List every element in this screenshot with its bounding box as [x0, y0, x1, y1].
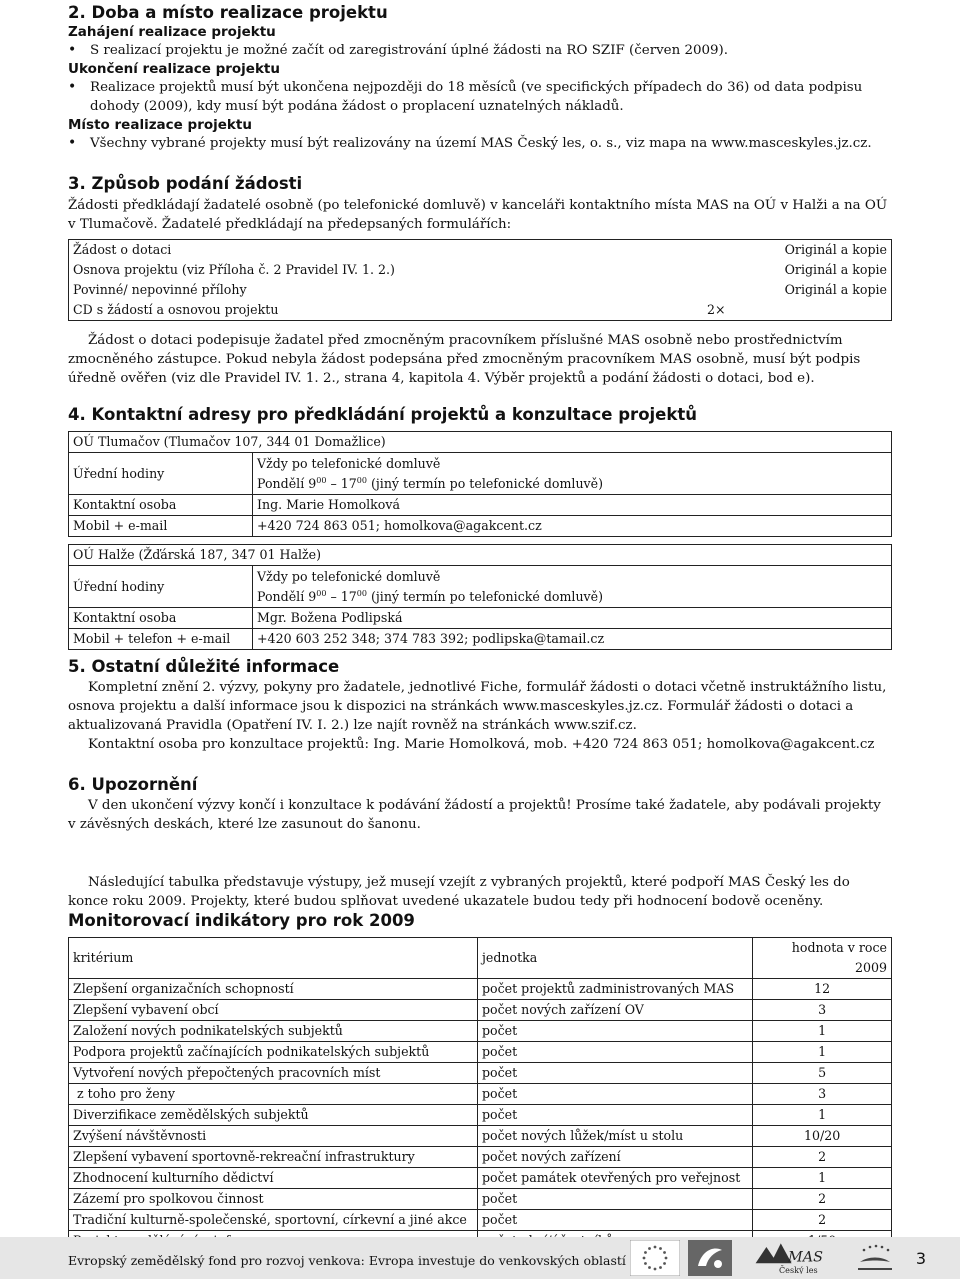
unit-cell: počet: [477, 1105, 752, 1126]
hours-label: Úřední hodiny: [69, 566, 253, 608]
unit-cell: počet: [477, 1210, 752, 1231]
form-cell: Originál a kopie: [784, 242, 887, 257]
contact-label: Kontaktní osoba: [69, 608, 253, 629]
table-row: [69, 516, 892, 537]
criterion-cell: Tradiční kulturně-společenské, sportovní, církevní a jiné akce: [69, 1210, 478, 1231]
indicators-table: [68, 937, 892, 1252]
table-row: [69, 979, 892, 1000]
mas-logo-subtext: Český les: [779, 1265, 818, 1274]
section-3-intro: Žádosti předkládají žadatelé osobně (po telefonické domluvě) v kanceláři kontaktního místa MAS na OÚ v Halži a na OÚ v Tlumačově. Žadatelé předkládají na předepsaných formulářích:: [68, 198, 888, 232]
list-item: • Realizace projektů musí být ukončena nejpozději do 18 měsíců (ve specifických případech do 36) od data podpisu dohody (2009), kdy musí být podána žádost o proplacení uznatelných nákladů.: [68, 78, 892, 116]
eu-star-icon: [648, 1266, 651, 1269]
hours-superscript: 00: [316, 476, 327, 485]
form-cell: Originál a kopie: [784, 262, 887, 277]
office-name: OÚ Halže (Žďárská 187, 347 01 Halže): [69, 545, 892, 566]
table-row: [69, 1021, 892, 1042]
section-6-paragraph: V den ukončení výzvy končí i konzultace k podávání žádostí a projektů! Prosíme také žadatele, aby podávali projekty v závěsných deskách, které lze zasunout do šanonu.: [68, 798, 881, 832]
hours-text: Pondělí 9: [257, 476, 317, 492]
criterion-cell: Podpora projektů začínajících podnikatelských subjektů: [69, 1042, 478, 1063]
office-table: [68, 544, 892, 650]
contact-value: Mgr. Božena Podlipská: [253, 608, 892, 629]
table-row: [69, 260, 892, 280]
section-4: [68, 405, 892, 650]
value-cell: 3: [753, 1000, 892, 1021]
unit-cell: počet: [477, 1063, 752, 1084]
eu-star-icon: [644, 1251, 647, 1254]
document-cell: CD s žádostí a osnovou projektu: [73, 302, 279, 317]
eu-flag-logo: [630, 1240, 680, 1276]
value-cell: 3: [753, 1084, 892, 1105]
eu-star-icon: [654, 1268, 657, 1271]
criterion-cell: Zázemí pro spolkovou činnost: [69, 1189, 478, 1210]
rural-development-logo: [852, 1240, 898, 1276]
section-5-contact: Kontaktní osoba pro konzultace projektů: Ing. Marie Homolková, mob. +420 724 863 051; homolkova@agakcent.cz: [88, 737, 875, 752]
eu-star-icon: [665, 1257, 668, 1260]
indicators-intro: Následující tabulka představuje výstupy, jež musejí vzejít z vybraných projektů, které podpoří MAS Český les do konce roku 2009. Projekty, které budou splňovat uvedené ukazatele budou tedy při hodnocení bodově oceněny.: [68, 875, 850, 909]
table-row: [69, 1189, 892, 1210]
criterion-cell: Zlepšení vybavení obcí: [69, 1000, 478, 1021]
criterion-cell: z toho pro ženy: [69, 1084, 478, 1105]
form-cell: Originál a kopie: [784, 282, 887, 297]
criterion-cell: Zhodnocení kulturního dědictví: [69, 1168, 478, 1189]
unit-cell: počet: [477, 1189, 752, 1210]
section-5-title: 5. Ostatní důležité informace: [68, 657, 340, 676]
table-row: [69, 432, 892, 453]
eu-star-icon: [648, 1247, 651, 1250]
table-row: [69, 1126, 892, 1147]
table-row: [69, 1000, 892, 1021]
hours-text: (jiný termín po telefonické domluvě): [366, 476, 604, 492]
hours-value: [253, 453, 892, 495]
eu-star-icon: [663, 1262, 666, 1265]
hours-superscript: 00: [356, 476, 367, 485]
section-6-title: 6. Upozornění: [68, 775, 198, 794]
place-subtitle: Místo realizace projektu: [68, 117, 252, 133]
section-3-title: 3. Způsob podání žádosti: [68, 174, 303, 193]
list-item: • Všechny vybrané projekty musí být realizovány na území MAS Český les, o. s., viz mapa na www.masceskyles.jz.cz.: [68, 134, 892, 153]
contact-value: Ing. Marie Homolková: [253, 495, 892, 516]
value-cell: 5: [753, 1063, 892, 1084]
value-cell: 2: [753, 1147, 892, 1168]
table-row: [69, 1105, 892, 1126]
footer: [0, 1237, 960, 1279]
header-cell: jednotka: [477, 938, 752, 979]
header-cell: hodnota v roce 2009: [753, 938, 892, 979]
unit-cell: počet: [477, 1084, 752, 1105]
hours-text: (jiný termín po telefonické domluvě): [366, 589, 604, 605]
table-row: [69, 1210, 892, 1231]
start-list: [68, 41, 892, 60]
header-cell: kritérium: [69, 938, 478, 979]
unit-cell: počet: [477, 1021, 752, 1042]
indicators-section: [68, 873, 892, 1252]
list-item: • S realizací projektu je možné začít od zaregistrování úplné žádosti na RO SZIF (červen 2009).: [68, 41, 892, 60]
criterion-cell: Zlepšení vybavení sportovně-rekreační infrastruktury: [69, 1147, 478, 1168]
value-cell: 12: [753, 979, 892, 1000]
eu-star-icon: [643, 1257, 646, 1260]
unit-cell: počet památek otevřených pro veřejnost: [477, 1168, 752, 1189]
table-row: [69, 608, 892, 629]
document-cell: Osnova projektu (viz Příloha č. 2 Pravidel IV. 1. 2.): [73, 262, 395, 277]
eu-star-icon: [659, 1266, 662, 1269]
table-row: [69, 1147, 892, 1168]
section-2: [68, 0, 892, 153]
hours-value: [253, 566, 892, 608]
phone-value: +420 724 863 051; homolkova@agakcent.cz: [253, 516, 892, 537]
place-list: [68, 134, 892, 153]
criterion-cell: Zvýšení návštěvnosti: [69, 1126, 478, 1147]
table-row: [69, 300, 892, 321]
section-6: [68, 775, 892, 834]
section-4-title: 4. Kontaktní adresy pro předkládání projektů a konzultace projektů: [68, 405, 697, 424]
section-3-note: Žádost o dotaci podepisuje žadatel před zmocněným pracovníkem příslušné MAS osobně nebo prostřednictvím zmocněného zástupce. Pokud nebyla žádost podepsána před zmocněným pracovníkem MAS osobně, musí být podpis úředně ověřen (viz dle Pravidel IV. 1. 2., strana 4, kapitola 4. Výběr projektů a podání žádosti o dotaci, bod e).: [68, 333, 861, 386]
document-cell: Povinné/ nepovinné přílohy: [73, 282, 247, 297]
unit-cell: počet nových zařízení OV: [477, 1000, 752, 1021]
hours-line-1: Vždy po telefonické domluvě: [257, 456, 441, 471]
table-row: [69, 495, 892, 516]
table-row: [69, 566, 892, 608]
mas-logo-text: MAS: [788, 1249, 823, 1266]
section-3: [68, 174, 892, 388]
hours-text: – 17: [326, 476, 357, 492]
hours-line-1: Vždy po telefonické domluvě: [257, 569, 441, 585]
value-cell: 1: [753, 1168, 892, 1189]
value-cell: 1: [753, 1021, 892, 1042]
hours-superscript: 00: [316, 589, 327, 599]
table-row: [69, 280, 892, 300]
section-5: [68, 657, 892, 754]
hours-line-2: [257, 585, 887, 605]
criterion-cell: Založení nových podnikatelských subjektů: [69, 1021, 478, 1042]
value-cell: 1: [753, 1042, 892, 1063]
hours-line-2: [257, 472, 887, 492]
table-row: [69, 629, 892, 650]
hours-text: Pondělí 9: [257, 589, 317, 605]
table-row: [69, 1042, 892, 1063]
section-5-paragraph: Kompletní znění 2. výzvy, pokyny pro žadatele, jednotlivé Fiche, formulář žádosti o dotaci včetně instruktážního listu, osnova projektu a další informace jsou k dispozici na stránkách www.masceskyles.jz.cz. Formulář žádosti o dotaci a aktualizovaná Pravidla (Opatření IV. I. 2.) lze najít rovněž na stránkách www.szif.cz.: [68, 680, 887, 733]
criterion-cell: Zlepšení organizačních schopností: [69, 979, 478, 1000]
unit-cell: počet nových zařízení: [477, 1147, 752, 1168]
phone-label: Mobil + e-mail: [69, 516, 253, 537]
criterion-cell: Diverzifikace zemědělských subjektů: [69, 1105, 478, 1126]
hours-superscript: 00: [356, 589, 367, 599]
section-2-title: 2. Doba a místo realizace projektu: [68, 3, 388, 22]
eu-star-icon: [654, 1246, 657, 1249]
table-row: [69, 1063, 892, 1084]
end-list: [68, 78, 892, 116]
leader-logo: [688, 1240, 732, 1276]
document-cell: Žádost o dotaci: [73, 242, 172, 257]
start-subtitle: Zahájení realizace projektu: [68, 24, 276, 40]
table-row: [69, 240, 892, 261]
eu-star-icon: [644, 1262, 647, 1265]
mas-cesky-les-logo: [748, 1238, 828, 1274]
footer-text: Evropský zemědělský fond pro rozvoj venkova: Evropa investuje do venkovských oblastí: [68, 1253, 626, 1268]
hours-label: Úřední hodiny: [69, 453, 253, 495]
unit-cell: počet: [477, 1042, 752, 1063]
unit-cell: počet nových lůžek/míst u stolu: [477, 1126, 752, 1147]
criterion-cell: Vytvoření nových přepočtených pracovních míst: [69, 1063, 478, 1084]
contact-label: Kontaktní osoba: [69, 495, 253, 516]
eu-star-icon: [659, 1247, 662, 1250]
office-name: OÚ Tlumačov (Tlumačov 107, 344 01 Domažlice): [69, 432, 892, 453]
value-cell: 2: [753, 1189, 892, 1210]
table-header-row: [69, 938, 892, 979]
phone-value: +420 603 252 348; 374 783 392; podlipska@tamail.cz: [253, 629, 892, 650]
value-cell: 10/20: [753, 1126, 892, 1147]
table-row: [69, 1084, 892, 1105]
form-cell: 2×: [707, 302, 726, 317]
page-number: 3: [915, 1249, 926, 1268]
indicators-title: Monitorovací indikátory pro rok 2009: [68, 911, 415, 930]
value-cell: 2: [753, 1210, 892, 1231]
unit-cell: počet projektů zadministrovaných MAS: [477, 979, 752, 1000]
table-row: [69, 545, 892, 566]
phone-label: Mobil + telefon + e-mail: [69, 629, 253, 650]
forms-table: [68, 239, 892, 321]
hours-text: – 17: [326, 589, 357, 605]
value-cell: 1: [753, 1105, 892, 1126]
table-row: [69, 1168, 892, 1189]
table-row: [69, 453, 892, 495]
office-table: [68, 431, 892, 537]
end-subtitle: Ukončení realizace projektu: [68, 61, 280, 77]
eu-star-icon: [663, 1251, 666, 1254]
